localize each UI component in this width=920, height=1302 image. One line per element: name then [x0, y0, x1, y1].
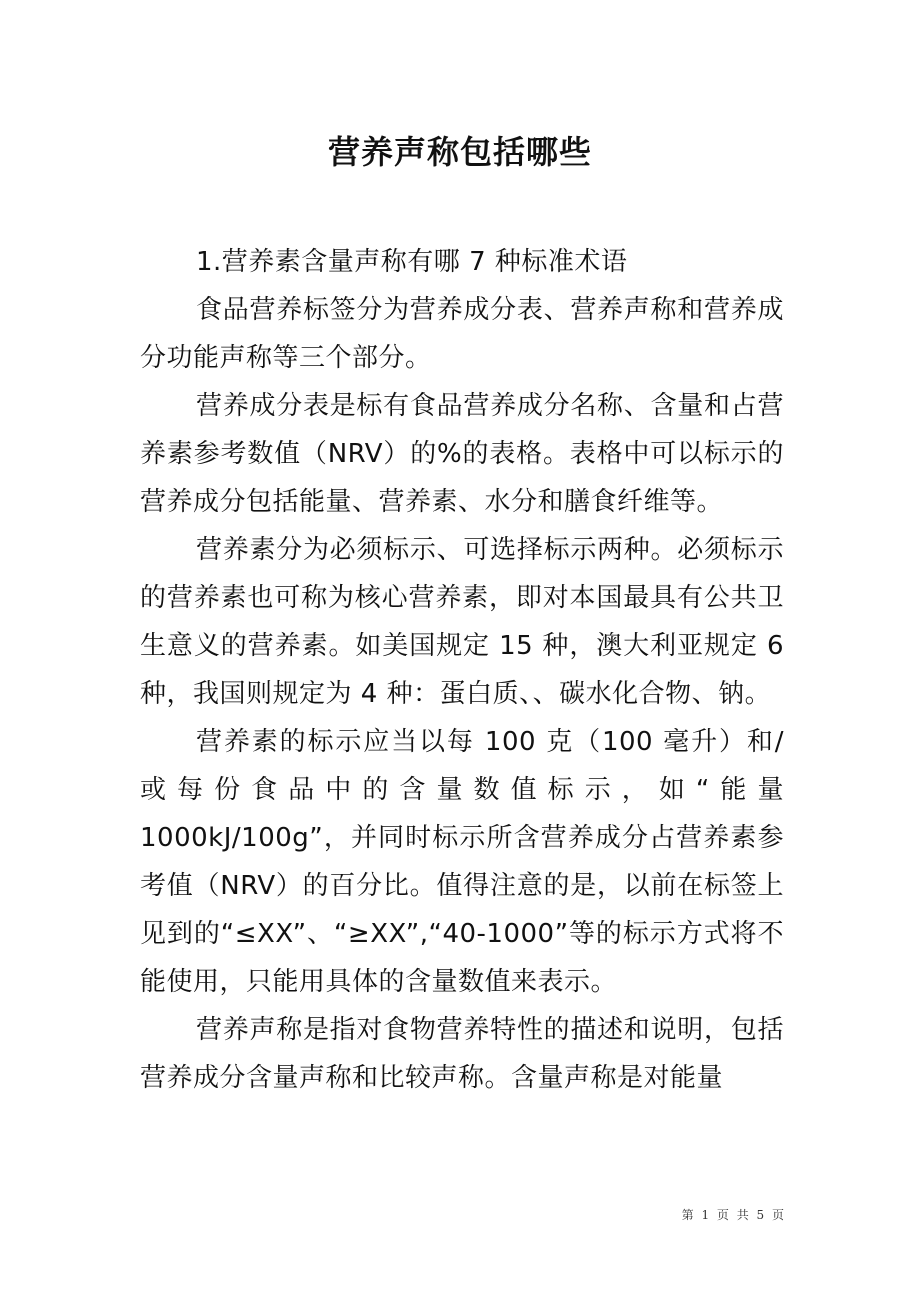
- page-number-footer: 第 1 页 共 5 页: [681, 1208, 784, 1222]
- paragraph: 营养成分表是标有食品营养成分名称、含量和占营养素参考数值（NRV）的%的表格。表格中可以标示的营养成分包括能量、营养素、水分和膳食纤维等。: [140, 391, 784, 517]
- paragraph: 营养声称是指对食物营养特性的描述和说明，包括营养成分含量声称和比较声称。含量声称是对能量: [140, 1015, 784, 1093]
- document-title: 营养声称包括哪些: [327, 133, 592, 171]
- paragraph: 营养素的标示应当以每 100 克（100 毫升）和/或每份食品中的含量数值标示，如“能量 1000kJ/100g”，并同时标示所含营养成分占营养素参考值（NRV）的百分比。值得注意的是，以前在标签上见到的“≤XX”、“≥XX”,“40-1000”等的标示方式将不能使用，只能用具体的含量数值来表示。: [140, 727, 784, 997]
- paragraph: 食品营养标签分为营养成分表、营养声称和营养成分功能声称等三个部分。: [140, 295, 784, 373]
- paragraph-heading: 1.营养素含量声称有哪 7 种标准术语: [196, 247, 628, 277]
- paragraph: 营养素分为必须标示、可选择标示两种。必须标示的营养素也可称为核心营养素，即对本国最具有公共卫生意义的营养素。如美国规定 15 种，澳大利亚规定 6 种，我国则规定为 4 种：蛋白质、、碳水化合物、钠。: [140, 535, 784, 709]
- document-body: [140, 238, 784, 1102]
